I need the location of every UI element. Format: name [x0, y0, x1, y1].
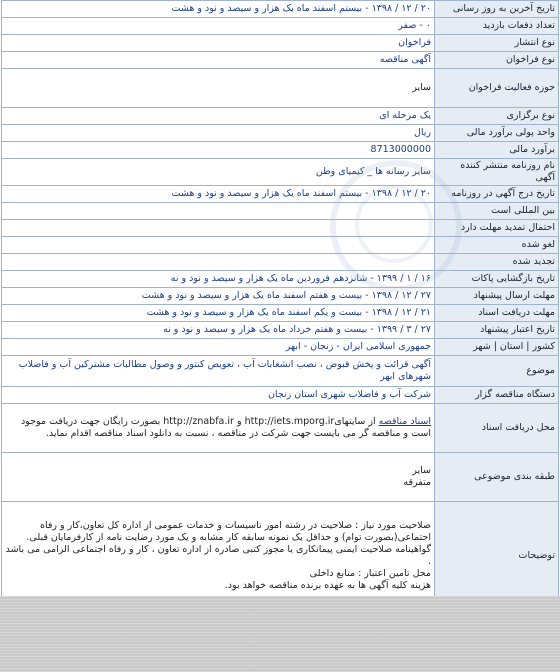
label-holding-type: نوع برگزاری	[435, 108, 559, 125]
row-news-date	[2, 186, 559, 203]
label-international: بین المللی است	[435, 203, 559, 220]
label-cancelled: لغو شده	[435, 237, 559, 254]
label-newspaper: نام روزنامه منتشر کننده آگهی	[435, 159, 559, 186]
row-estimate	[2, 142, 559, 159]
value-newspaper: سایر رسانه ها _ کیمیای وطن	[2, 159, 435, 186]
value-news-date: ۲۰ / ۱۲ / ۱۳۹۸ - بیستم اسفند ماه یک هزار و سیصد و نود و هشت	[2, 186, 435, 203]
row-activity	[2, 69, 559, 108]
row-location	[2, 339, 559, 356]
label-call-type: نوع فراخوان	[435, 52, 559, 69]
label-activity: حوزه فعالیت فراخوان	[435, 69, 559, 108]
value-estimate: 8713000000	[2, 142, 435, 159]
label-subject: موضوع	[435, 356, 559, 387]
tender-details-table	[1, 0, 559, 611]
doc-place-link-2[interactable]: http://znabfa.ir	[163, 416, 234, 427]
row-validity	[2, 322, 559, 339]
value-publish-type: فراخوان	[2, 35, 435, 52]
row-currency	[2, 125, 559, 142]
label-last-update: تاریخ آخرین به روز رسانی	[435, 1, 559, 18]
doc-place-prefix-link[interactable]: اسناد مناقصه	[378, 416, 431, 427]
label-visits: تعداد دفعات بازدید	[435, 18, 559, 35]
label-notes: توضیحات	[435, 502, 559, 611]
row-visits	[2, 18, 559, 35]
category-secondary: متفرقه	[403, 477, 431, 488]
label-renewed: تجدید شده	[435, 254, 559, 271]
label-location: کشور | استان | شهر	[435, 339, 559, 356]
row-notes	[2, 502, 559, 611]
value-visits: ۰ - صفر	[2, 18, 435, 35]
label-category: طبقه بندی موضوعی	[435, 453, 559, 502]
doc-place-text-2: بصورت رایگان جهت دریافت موجود است و مناقصه گر می بایست جهت شرکت در مناقصه ، نسبت به دانلود اسناد مناقصه اقدام نماید.	[21, 416, 431, 439]
row-publish-type	[2, 35, 559, 52]
value-currency: ریال	[2, 125, 435, 142]
row-doc-deadline	[2, 305, 559, 322]
value-opening: ۱۶ / ۱ / ۱۳۹۹ - شانزدهم فروردین ماه یک هزار و سیصد و نود و نه	[2, 271, 435, 288]
value-holding-type: یک مرحله ای	[2, 108, 435, 125]
label-validity: تاریخ اعتبار پیشنهاد	[435, 322, 559, 339]
row-send-deadline	[2, 288, 559, 305]
label-opening: تاریخ بازگشایی پاکات	[435, 271, 559, 288]
value-last-update: ۲۰ / ۱۲ / ۱۳۹۸ - بیستم اسفند ماه یک هزار و سیصد و نود و هشت	[2, 1, 435, 18]
value-notes	[2, 502, 435, 611]
doc-place-link-1[interactable]: http://iets.mporg.ir	[244, 416, 335, 427]
label-doc-deadline: مهلت دریافت اسناد	[435, 305, 559, 322]
row-doc-place	[2, 404, 559, 453]
value-extension	[2, 220, 435, 237]
label-publish-type: نوع انتشار	[435, 35, 559, 52]
notes-line-4: هزینه کلیه آگهی ها به عهده برنده مناقصه خواهد بود.	[224, 580, 431, 591]
row-subject	[2, 356, 559, 387]
label-news-date: تاریخ درج آگهی در روزنامه	[435, 186, 559, 203]
notes-line-2: گواهینامه صلاحیت ایمنی پیمانکاری یا مجوز کتبی صادره از اداره تعاون ، کار و رفاه اجتماعی الزامی می باشد .	[5, 544, 431, 567]
row-last-update	[2, 1, 559, 18]
doc-place-and: و	[233, 416, 245, 427]
value-call-type: آگهی مناقصه	[2, 52, 435, 69]
value-activity: سایر	[2, 69, 435, 108]
doc-place-text-1: از سایتهای	[334, 416, 379, 427]
label-organizer: دستگاه مناقصه گزار	[435, 387, 559, 404]
value-cancelled	[2, 237, 435, 254]
row-cancelled	[2, 237, 559, 254]
row-international	[2, 203, 559, 220]
notes-line-1: صلاحیت مورد نیاز : صلاحیت در رشته امور تاسیسات و خدمات عمومی از اداره کل تعاون،کار و رفاه اجتماعی(بصورت توام) و حداقل یک نمونه سابقه کار مشابه و یک مورد رضایت نامه از کارفرمایان قبلی.	[26, 520, 431, 543]
category-primary: سایر	[412, 465, 431, 476]
value-category	[2, 453, 435, 502]
value-send-deadline: ۲۷ / ۱۲ / ۱۳۹۸ - بیست و هفتم اسفند ماه یک هزار و سیصد و نود و هشت	[2, 288, 435, 305]
value-doc-place	[2, 404, 435, 453]
value-subject: آگهی قرائت و پخش قبوض ، نصب انشعابات آب ، تعویض کنتور و وصول مطالبات مشترکین آب و فاضلاب شهرهای ابهر	[2, 356, 435, 387]
row-organizer	[2, 387, 559, 404]
value-validity: ۲۷ / ۳ / ۱۳۹۹ - بیست و هفتم خرداد ماه یک هزار و سیصد و نود و نه	[2, 322, 435, 339]
row-category	[2, 453, 559, 502]
label-currency: واحد پولی برآورد مالی	[435, 125, 559, 142]
footer-band	[0, 596, 560, 672]
value-doc-deadline: ۲۱ / ۱۲ / ۱۳۹۸ - بیست و یکم اسفند ماه یک هزار و سیصد و نود و هشت	[2, 305, 435, 322]
label-doc-place: محل دریافت اسناد	[435, 404, 559, 453]
row-holding-type	[2, 108, 559, 125]
row-call-type	[2, 52, 559, 69]
row-newspaper	[2, 159, 559, 186]
label-estimate: برآورد مالی	[435, 142, 559, 159]
value-location: جمهوری اسلامی ایران - زنجان - ابهر	[2, 339, 435, 356]
value-organizer: شرکت آب و فاضلاب شهری استان زنجان	[2, 387, 435, 404]
row-opening	[2, 271, 559, 288]
value-international	[2, 203, 435, 220]
label-send-deadline: مهلت ارسال پیشنهاد	[435, 288, 559, 305]
row-renewed	[2, 254, 559, 271]
notes-line-3: محل تامین اعتبار : منابع داخلی	[309, 568, 431, 579]
row-extension	[2, 220, 559, 237]
label-extension: احتمال تمدید مهلت دارد	[435, 220, 559, 237]
value-renewed	[2, 254, 435, 271]
